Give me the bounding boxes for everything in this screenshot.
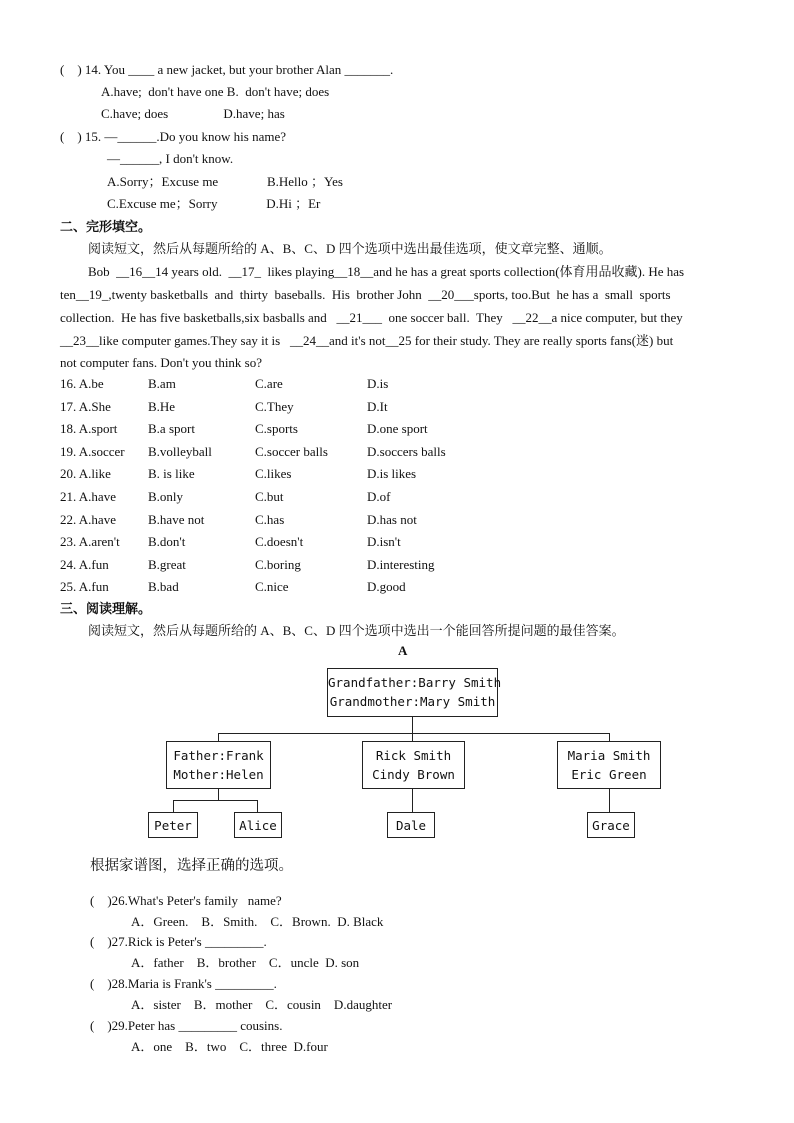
section-3-title: 三、阅读理解。	[60, 601, 152, 616]
question-14-stem: ( ) 14. You ____ a new jacket, but your brother Alan _______.	[60, 62, 394, 77]
question-26-options: A．Green. B．Smith. C．Brown. D. Black	[131, 914, 384, 929]
cloze-option: D.soccers balls	[367, 443, 446, 459]
cloze-option: D.isn't	[367, 534, 401, 550]
cloze-question-label: 17. A.She	[60, 398, 111, 414]
section-3-instruction: 阅读短文，然后从每题所给的 A、B、C、D 四个选项中选出一个能回答所提问题的最佳答案。	[88, 623, 625, 638]
cloze-option: C.sports	[255, 421, 298, 437]
grandparents-box: Grandfather:Barry Smith Grandmother:Mary Smith	[327, 668, 498, 717]
question-14-options-line1: A.have; don't have one B. don't have; does	[101, 84, 330, 99]
cloze-option: C.They	[255, 398, 294, 414]
cloze-option: B.don't	[148, 534, 186, 550]
cloze-question-label: 18. A.sport	[60, 421, 118, 437]
child-alice-box: Alice	[234, 812, 282, 838]
cloze-option: B.volleyball	[148, 443, 212, 459]
tree-connector	[412, 789, 413, 813]
question-29-options: A．one B．two C．three D.four	[131, 1039, 328, 1054]
cloze-option: D.is likes	[367, 466, 417, 482]
cloze-option: C.but	[255, 489, 284, 504]
cloze-option: D.good	[367, 579, 406, 595]
family-rick-box: Rick Smith Cindy Brown	[362, 741, 465, 789]
cloze-option: C.has	[255, 511, 285, 527]
question-15-options-line1: A.Sorry；Excuse me B.Hello ；Yes	[107, 174, 343, 189]
cloze-option: B. is like	[148, 466, 195, 482]
child-grace-box: Grace	[587, 812, 635, 838]
tree-connector	[412, 717, 413, 734]
passage-line: __23__like computer games.They say it is __24__and it's not__25 for their study. They are really sports fans(迷) but	[60, 333, 674, 348]
child-dale-box: Dale	[387, 812, 435, 838]
question-29-stem: ( )29.Peter has _________ cousins.	[90, 1018, 283, 1033]
cloze-option: D.interesting	[367, 556, 435, 572]
cloze-option: D.It	[367, 398, 388, 414]
cloze-option: C.likes	[255, 466, 292, 482]
question-15-reply: —______, I don't know.	[107, 151, 234, 166]
passage-line: Bob __16__14 years old. __17_ likes playing__18__and he has a great sports collection(体育用品收藏). He has	[88, 264, 685, 279]
question-28-stem: ( )28.Maria is Frank's _________.	[90, 976, 277, 991]
cloze-question-label: 23. A.aren't	[60, 534, 120, 550]
question-14-options-line2: C.have; does D.have; has	[101, 106, 285, 121]
question-15-stem: ( ) 15. —______.Do you know his name?	[60, 129, 287, 144]
cloze-question-label: 25. A.fun	[60, 579, 109, 595]
cloze-option: B.only	[148, 489, 184, 504]
question-26-stem: ( )26.What's Peter's family name?	[90, 893, 282, 908]
cloze-question-label: 21. A.have	[60, 489, 116, 504]
tree-connector	[609, 789, 610, 813]
question-27-options: A．father B．brother C．uncle D. son	[131, 955, 360, 970]
question-15-options-line2: C.Excuse me；Sorry D.Hi ；Er	[107, 196, 321, 211]
tree-prompt: 根据家谱图，选择正确的选项。	[90, 858, 293, 874]
family-maria-box: Maria Smith Eric Green	[557, 741, 661, 789]
child-peter-box: Peter	[148, 812, 198, 838]
cloze-question-label: 19. A.soccer	[60, 443, 125, 459]
cloze-option: B.bad	[148, 579, 179, 595]
cloze-question-label: 16. A.be	[60, 376, 104, 391]
tree-connector	[218, 733, 610, 734]
cloze-question-label: 24. A.fun	[60, 556, 109, 572]
cloze-option: B.He	[148, 398, 176, 414]
cloze-option: B.great	[148, 556, 186, 572]
section-2-title: 二、完形填空。	[60, 219, 152, 234]
part-label: A	[398, 643, 408, 658]
cloze-option: B.have not	[148, 511, 205, 527]
cloze-option: C.nice	[255, 579, 289, 595]
question-27-stem: ( )27.Rick is Peter's _________.	[90, 934, 267, 949]
cloze-option: D.has not	[367, 511, 417, 527]
cloze-question-label: 20. A.like	[60, 466, 111, 482]
family-frank-box: Father:Frank Mother:Helen	[166, 741, 271, 789]
cloze-option: B.a sport	[148, 421, 195, 437]
cloze-option: C.are	[255, 376, 283, 391]
section-2-instruction: 阅读短文，然后从每题所给的 A、B、C、D 四个选项中选出最佳选项，使文章完整、通顺。	[88, 241, 612, 256]
cloze-option: D.one sport	[367, 421, 428, 437]
cloze-question-label: 22. A.have	[60, 511, 116, 527]
question-28-options: A．sister B．mother C．cousin D.daughter	[131, 997, 393, 1012]
cloze-option: C.soccer balls	[255, 443, 328, 459]
passage-line: collection. He has five basketballs,six basballs and __21___ one soccer ball. They __22__a nice computer, but they	[60, 310, 683, 325]
passage-line: ten__19_,twenty basketballs and thirty baseballs. His brother John __20___sports, too.But he has a small sports	[60, 287, 671, 302]
cloze-option: D.of	[367, 489, 391, 504]
tree-connector	[173, 800, 258, 801]
cloze-option: C.doesn't	[255, 534, 304, 550]
cloze-option: D.is	[367, 376, 389, 391]
passage-line: not computer fans. Don't you think so?	[60, 355, 263, 370]
cloze-option: C.boring	[255, 556, 301, 572]
cloze-option: B.am	[148, 376, 176, 391]
